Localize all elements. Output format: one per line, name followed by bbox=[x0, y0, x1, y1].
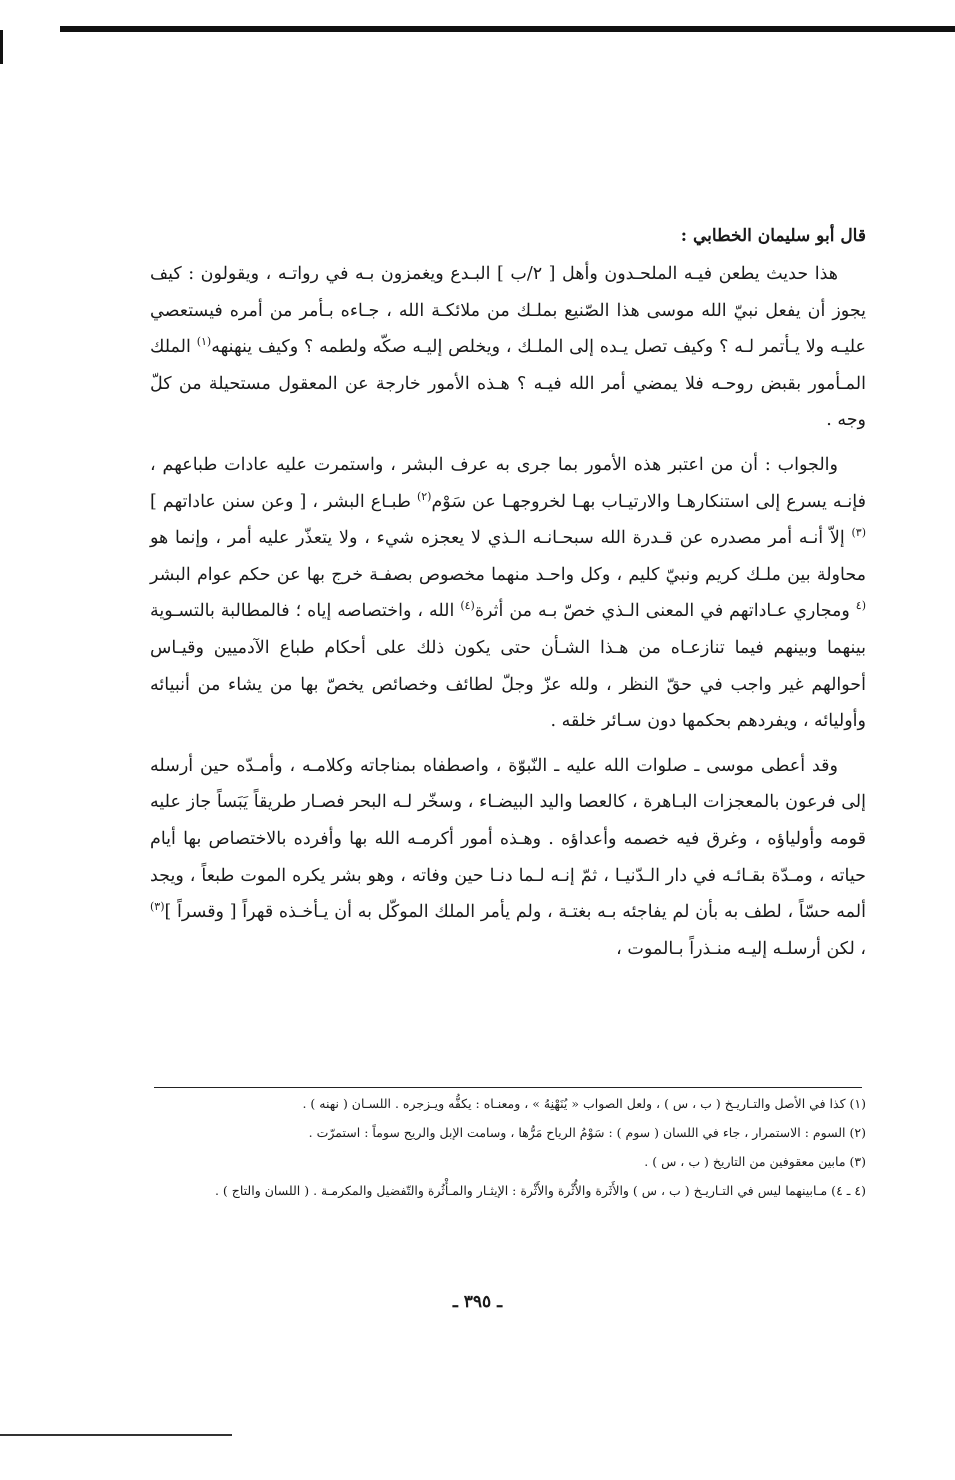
paragraph-2-text-d: ومجاري عـاداتهم في المعنى الـذي خصّ بـه من أثرة bbox=[474, 601, 856, 622]
footnote-ref-4-close: (٤) bbox=[460, 599, 475, 613]
scan-bottom-line bbox=[0, 1434, 232, 1436]
footnote-ref-3: (٣) bbox=[851, 526, 866, 540]
page-number: ـ ٣٩٥ ـ bbox=[452, 1292, 503, 1312]
page-body bbox=[150, 220, 866, 967]
footnote-2: (٢) السوم : الاستمرار ، جاء في اللسان ( سوم ) : سَوْمُ الرياح مَرُّها ، وسامت الإبل والريح سوماً : استمرّت . bbox=[308, 1125, 866, 1140]
footnotes bbox=[150, 1091, 866, 1204]
footnote-4: (٤ ـ ٤) مـابينهما ليس في التـاريـخ ( ب ، س ) والأَثَرة والأُثْرة والأَثْرة : الإيثـار والمـأْثُرة والتّفضيل والمكرمـة . ( اللسان والتاج ) . bbox=[214, 1183, 866, 1198]
paragraph-2-text-c: إلاّ أنـه أمر مصدره عن قـدرة الله سبحـانـه الـذي لا يعجزه شيء ، ولا يتعذّر عليه أمر ، وإنما هو محاولة بين ملـك كريم ونبيّ كليم ، وكل واحـد منهما مخصوص بصفـة خرج بها عن حكم عوام البشر bbox=[150, 528, 866, 585]
paragraph-1 bbox=[150, 256, 866, 439]
paragraph-3-text-cont: ، لكن أرسلـه إليـه منـذراً بـالموت ، bbox=[616, 938, 866, 959]
footnote-ref-2: (٢) bbox=[416, 489, 432, 503]
paragraph-1-text-cont: الملك المـأمور بقبض روحـه فلا يمضي أمر الله فيـه ؟ هـذه الأمور خارجة عن المعقول مستحيلة من كلّ وجه . bbox=[150, 337, 866, 431]
footnote-ref-3b: (٣) bbox=[150, 900, 165, 914]
paragraph-2-text-e: الله ، واختصاصه إياه ؛ فالمطالبة بالتسـوية بينهما وبينهم فيما تنازعـاه من هـذا الشـأن حتى يكون ذلك على أحكام طباع الآدميين وقيـاس أحوالهم غير واجب في حقّ النظر ، ولله عزّ وجلّ لطائف وخصائص يخصّ بها من يشاء من أنبيائه وأوليائه ، ويفردهم بحكمها دون سـائر خلقه . bbox=[150, 601, 866, 732]
scan-left-mark bbox=[0, 30, 3, 64]
paragraph-1-text: هذا حديث يطعن فيـه الملحـدون وأهل [ ٢/ب ] البـدع ويغمزون بـه في رواتـه ، ويقولون : كيف يجوز أن يفعل نبيّ الله موسى هذا الصّنيع بملـك من ملائكـة الله ، جـاءه بـأمر من أمره فيستعصي عليـه ولا يـأتمر لـه ؟ وكيف تصل يـده إلى الملـك ، ويخلص إليـه صكّه ولطمه ؟ وكيف ينهنهه bbox=[150, 264, 866, 358]
paragraph-2 bbox=[150, 447, 866, 740]
footnote-divider bbox=[154, 1087, 862, 1088]
paragraph-2-text-b: طبـاع البشر ، [ وعن سنن عاداتهم ] bbox=[150, 491, 417, 512]
paragraph-3-text: وقد أعطى موسى ـ صلوات الله عليه ـ النّبوّة ، واصطفاه بمناجاته وكلامـه ، وأمـدّه حين أرسله إلى فرعون بالمعجزات البـاهرة ، كالعصا واليد البيضـاء ، وسخّر لـه البحر فصـار طريقاً يَبَساً جاز عليه قومه وأولياؤه ، وغرق فيه خصمه وأعداؤه . وهـذه أمور أكرمـه الله بها وأفرده بالاختصاص بها أيام حياته ، ومـدّة بقـائـه في دار الـدّنيـا ، ثمّ إنـه لـما دنـا حين وفاته ، وهو بشر يكره الموت طبعاً ، ويجد ألمه حسّاً ، لطف به بأن لم يفاجئه بـه بغتـة ، ولم يأمر الملك الموكّل به أن يـأخـذه قهراً [ وقسراً ] bbox=[150, 755, 866, 923]
scan-top-border bbox=[60, 26, 955, 32]
paragraph-3 bbox=[150, 748, 866, 968]
footnote-ref-4-open: (٤ bbox=[855, 599, 866, 613]
footnote-ref-1: (١) bbox=[196, 335, 212, 349]
footnote-3: (٣) مابين معقوفين من التاريخ ( ب ، س ) . bbox=[644, 1154, 866, 1169]
footnote-1: (١) كذا في الأصل والتـاريـخ ( ب ، س ) ، ولعل الصواب « يُنَهْنِهُ » ، ومعنـاه : يكفُّه ويـزجره . اللسـان ( نهنه ) . bbox=[302, 1096, 866, 1111]
section-heading: قال أبو سليمان الخطابي : bbox=[680, 226, 866, 246]
paragraph-2-text: والجواب : أن من اعتبر هذه الأمور بما جرى به عرف البشر ، واستمرت عليه عادات طباعهم ، فإنـه يسرع إلى استنكارهـا والارتيـاب بهـا لخروجهـا عن سَوْم bbox=[150, 454, 866, 512]
